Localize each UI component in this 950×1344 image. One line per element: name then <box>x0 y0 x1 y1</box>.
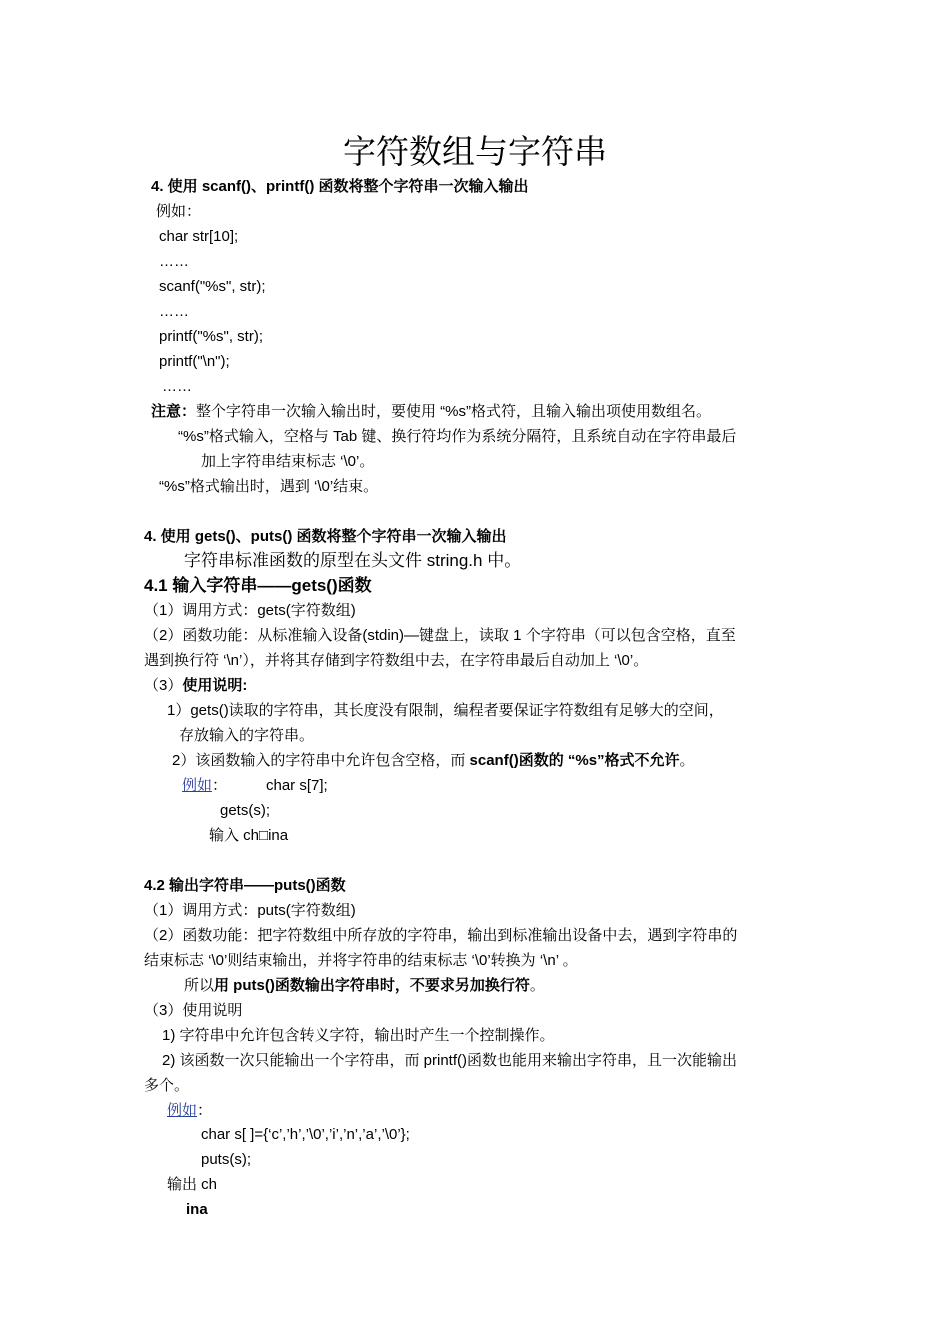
text-end: 。 <box>679 752 695 769</box>
code-line: …… <box>159 253 189 270</box>
section-heading-gets-puts: 4. 使用 gets()、puts() 函数将整个字符串一次输入输出 <box>144 528 507 545</box>
usage-prefix: （3） <box>144 677 183 694</box>
note-line: 加上字符串结束标志 ‘\0’。 <box>201 453 375 470</box>
text-normal: 2）该函数输入的字符串中允许包含空格，而 <box>172 752 470 769</box>
paragraph-line: 多个。 <box>144 1077 190 1094</box>
paragraph-line: （1）调用方式：gets(字符数组) <box>144 602 356 619</box>
example-line <box>167 1101 212 1121</box>
code-line: printf("%s", str); <box>159 328 263 345</box>
note-line: “%s”格式输出时，遇到 ‘\0’结束。 <box>159 478 379 495</box>
example-colon: ： <box>197 1102 213 1119</box>
text-end: 。 <box>529 977 545 994</box>
code-line: puts(s); <box>201 1151 252 1168</box>
paragraph-line: 1）gets()读取的字符串，其长度没有限制，编程者要保证字符数组有足够大的空间， <box>167 702 724 719</box>
note-label: 注意： <box>151 403 197 420</box>
usage-label: 使用说明: <box>182 677 248 694</box>
text-bold: scanf()函数的 “%s”格式不允许 <box>469 752 680 769</box>
example-output-line2: ina <box>186 1201 208 1218</box>
intro-text: 字符串标准函数的原型在头文件 string.h 中。 <box>184 551 522 570</box>
paragraph-line: （2）函数功能：从标准输入设备(stdin)—键盘上，读取 1 个字符串（可以包含空格，直至 <box>144 627 736 644</box>
subsection-heading-gets: 4.1 输入字符串——gets()函数 <box>144 576 372 595</box>
code-line: char s[7]; <box>266 777 328 794</box>
paragraph-line: （3）使用说明 <box>144 1002 243 1019</box>
code-line: char str[10]; <box>159 228 239 245</box>
subsection-heading-puts: 4.2 输出字符串——puts()函数 <box>144 877 346 894</box>
example-colon: ： <box>212 777 228 794</box>
note-text: 整个字符串一次输入输出时，要使用 “%s”格式符，且输入输出项使用数组名。 <box>196 403 712 420</box>
page-title: 字符数组与字符串 <box>343 132 607 171</box>
paragraph-line: 存放输入的字符串。 <box>179 727 315 744</box>
example-link[interactable]: 例如 <box>167 1102 198 1119</box>
paragraph-line: 1) 字符串中允许包含转义字符，输出时产生一个控制操作。 <box>162 1027 555 1044</box>
paragraph-line <box>172 751 695 771</box>
example-line <box>182 776 227 796</box>
usage-heading <box>144 676 247 696</box>
code-line: …… <box>162 378 192 395</box>
paragraph-line: 2) 该函数一次只能输出一个字符串，而 printf()函数也能用来输出字符串，且一次能输出 <box>162 1052 738 1069</box>
text-normal: 所以 <box>184 977 215 994</box>
code-line: gets(s); <box>220 802 271 819</box>
example-label: 例如： <box>156 203 202 220</box>
note-paragraph <box>151 402 711 422</box>
code-line: …… <box>159 303 189 320</box>
paragraph-line: （1）调用方式：puts(字符数组) <box>144 902 356 919</box>
paragraph-line <box>184 976 545 996</box>
section-heading-scanf-printf: 4. 使用 scanf()、printf() 函数将整个字符串一次输入输出 <box>151 178 529 195</box>
code-line: scanf("%s", str); <box>159 278 266 295</box>
paragraph-line: （2）函数功能：把字符数组中所存放的字符串，输出到标准输出设备中去，遇到字符串的 <box>144 927 738 944</box>
paragraph-line: 结束标志 ‘\0’则结束输出，并将字符串的结束标志 ‘\0’转换为 ‘\n’ 。 <box>144 952 578 969</box>
text-bold: 用 puts()函数输出字符串时，不要求另加换行符 <box>214 977 530 994</box>
code-line: printf("\n"); <box>159 353 230 370</box>
example-output: 输出 ch <box>167 1176 218 1193</box>
note-line: “%s”格式输入，空格与 Tab 键、换行符均作为系统分隔符，且系统自动在字符串最后 <box>178 428 737 445</box>
code-line: char s[ ]={‘c’,’h’,’\0’,’i’,’n’,’a’,’\0’}; <box>201 1126 410 1143</box>
example-input: 输入 ch□ina <box>209 827 289 844</box>
paragraph-line: 遇到换行符 ‘\n’），并将其存储到字符数组中去，在字符串最后自动加上 ‘\0’。 <box>144 652 649 669</box>
example-link[interactable]: 例如 <box>182 777 213 794</box>
